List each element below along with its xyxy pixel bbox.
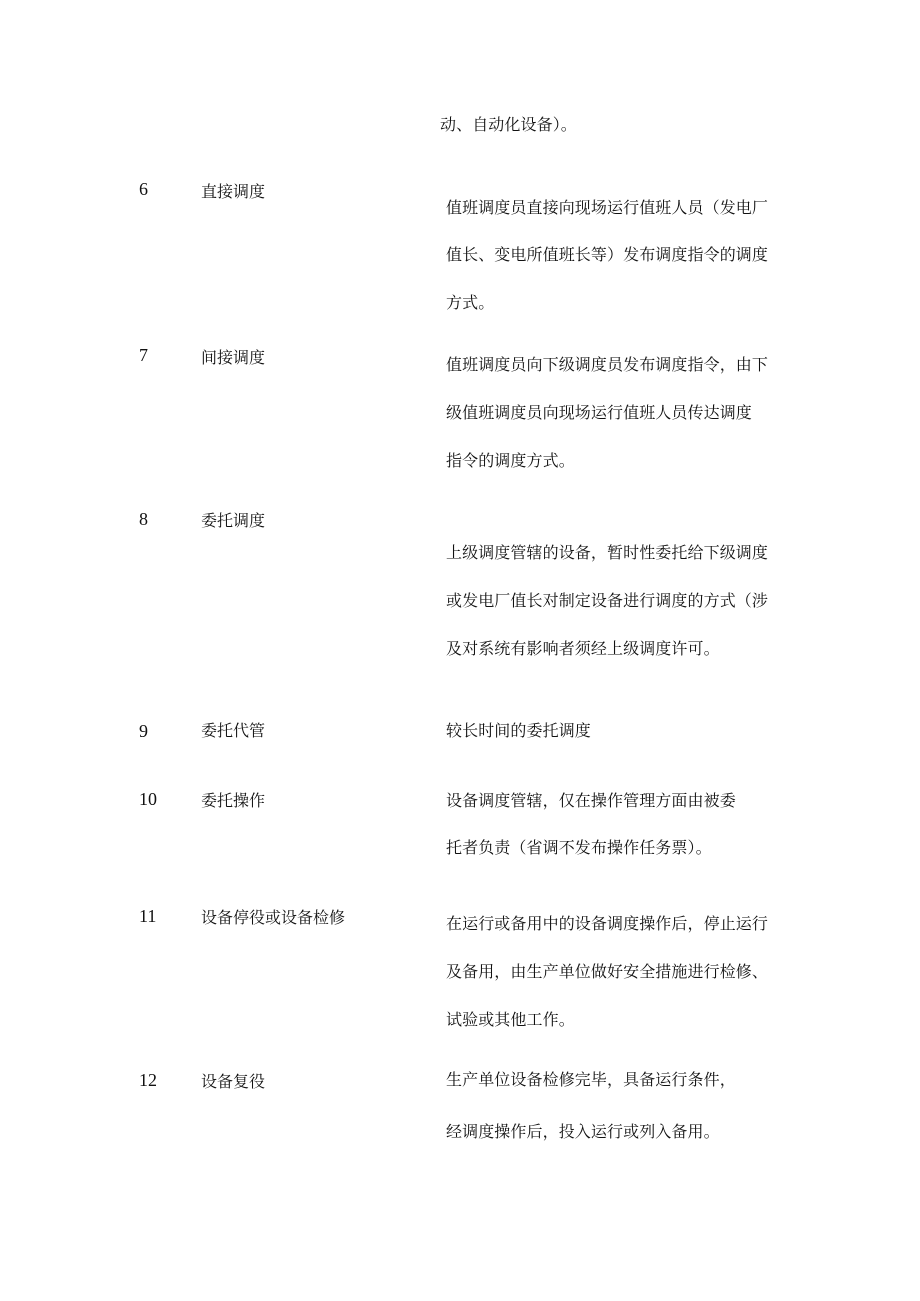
entry-number: 9 (139, 721, 148, 741)
entry-term: 委托调度 (201, 511, 266, 530)
entry-term: 委托代管 (201, 721, 266, 740)
entry-number: 7 (139, 345, 148, 365)
entry-definition-line: 值班调度员向下级调度员发布调度指令，由下 (446, 355, 769, 374)
entry-definition-line: 较长时间的委托调度 (446, 721, 591, 740)
continuation-text: 动、自动化设备）。 (440, 115, 577, 134)
entry-number: 12 (139, 1070, 157, 1090)
entry-definition-line: 或发电厂值长对制定设备进行调度的方式（涉 (446, 591, 769, 610)
entry-definition-line: 生产单位设备检修完毕，具备运行条件， (446, 1070, 736, 1089)
entry-number: 8 (139, 509, 148, 529)
entry-definition-line: 值班调度员直接向现场运行值班人员（发电厂 (446, 198, 769, 217)
entry-term: 间接调度 (201, 348, 266, 367)
entry-term: 委托操作 (201, 791, 266, 810)
entry-number: 6 (139, 179, 148, 199)
entry-definition-line: 经调度操作后，投入运行或列入备用。 (446, 1122, 720, 1141)
entry-term: 设备停役或设备检修 (201, 908, 346, 927)
entry-definition-line: 值长、变电所值班长等）发布调度指令的调度 (446, 245, 769, 264)
entry-definition-line: 级值班调度员向现场运行值班人员传达调度 (446, 403, 752, 422)
entry-definition-line: 上级调度管辖的设备，暂时性委托给下级调度 (446, 543, 769, 562)
entry-definition-line: 方式。 (446, 293, 495, 312)
entry-term: 直接调度 (201, 182, 266, 201)
entry-definition-line: 指令的调度方式。 (446, 451, 575, 470)
entry-term: 设备复役 (201, 1072, 266, 1091)
entry-number: 10 (139, 789, 157, 809)
entry-definition-line: 及对系统有影响者须经上级调度许可。 (446, 639, 720, 658)
entry-definition-line: 在运行或备用中的设备调度操作后，停止运行 (446, 914, 769, 933)
entry-definition-line: 设备调度管辖，仅在操作管理方面由被委 (446, 791, 736, 810)
entry-number: 11 (139, 906, 157, 926)
entry-definition-line: 托者负责（省调不发布操作任务票）。 (446, 838, 712, 857)
entry-definition-line: 试验或其他工作。 (446, 1010, 575, 1029)
entry-definition-line: 及备用，由生产单位做好安全措施进行检修、 (446, 962, 769, 981)
